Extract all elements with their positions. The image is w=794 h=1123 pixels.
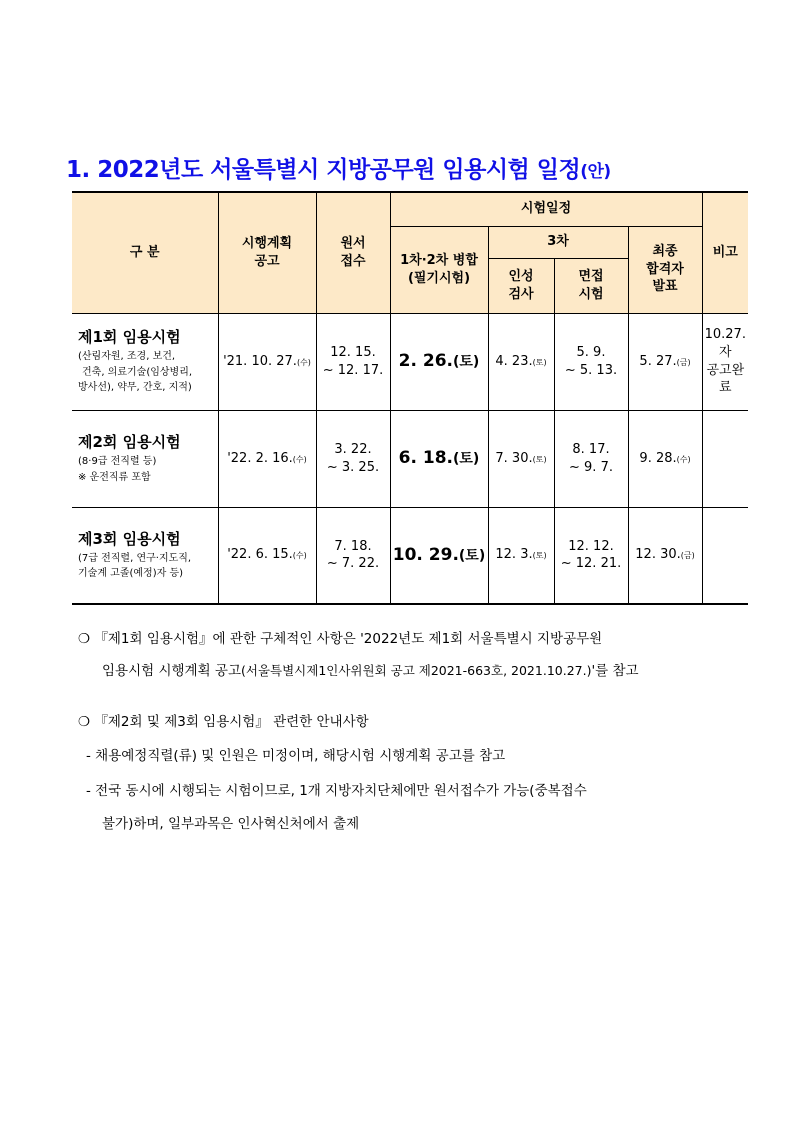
remarks xyxy=(702,410,748,507)
row-label: 제1회 임용시험 (산림자원, 조경, 보건, 건축, 의료기술(임상병리, 방사선), 약무, 간호, 지적) xyxy=(72,313,218,410)
note-2-item-2-line-1: - 전국 동시에 시행되는 시험이므로, 1개 지방자치단체에만 원서접수가 가능(중복접수 xyxy=(86,783,587,799)
header-final: 최종 합격자 발표 xyxy=(628,226,702,313)
row-label: 제3회 임용시험 (7급 전직렬, 연구·지도직, 기술계 고졸(예정)자 등) xyxy=(72,507,218,604)
apply-period: 12. 15. ~ 12. 17. xyxy=(316,313,390,410)
remarks: 10.27.자 공고완료 xyxy=(702,313,748,410)
header-remarks: 비고 xyxy=(702,192,748,313)
interview-period: 8. 17. ~ 9. 7. xyxy=(554,410,628,507)
written-exam-date: 10. 29.(토) xyxy=(390,507,488,604)
table-row xyxy=(72,313,748,410)
aptitude-date: 12. 3.(토) xyxy=(488,507,554,604)
note-2-item-1: - 채용예정직렬(류) 및 인원은 미정이며, 해당시험 시행계획 공고를 참고 xyxy=(86,748,506,764)
row-label: 제2회 임용시험 (8·9급 전직렬 등) ※ 운전직류 포함 xyxy=(72,410,218,507)
final-date: 9. 28.(수) xyxy=(628,410,702,507)
final-date: 12. 30.(금) xyxy=(628,507,702,604)
exam-schedule-table xyxy=(72,191,748,605)
plan-date: '22. 2. 16.(수) xyxy=(218,410,316,507)
page-title xyxy=(66,151,611,184)
table-row xyxy=(72,410,748,507)
header-apply: 원서 접수 xyxy=(316,192,390,313)
apply-period: 7. 18. ~ 7. 22. xyxy=(316,507,390,604)
note-1-line-1: ❍ 『제1회 임용시험』에 관한 구체적인 사항은 '2022년도 제1회 서울특별시 지방공무원 xyxy=(78,631,603,647)
remarks xyxy=(702,507,748,604)
header-category: 구 분 xyxy=(72,192,218,313)
page-title-suffix: (안) xyxy=(580,162,611,182)
written-exam-date: 2. 26.(토) xyxy=(390,313,488,410)
plan-date: '21. 10. 27.(수) xyxy=(218,313,316,410)
note-2-item-2-line-2: 불가)하며, 일부과목은 인사혁신처에서 출제 xyxy=(102,816,360,832)
written-exam-date: 6. 18.(토) xyxy=(390,410,488,507)
header-plan: 시행계획 공고 xyxy=(218,192,316,313)
apply-period: 3. 22. ~ 3. 25. xyxy=(316,410,390,507)
aptitude-date: 7. 30.(토) xyxy=(488,410,554,507)
note-1-line-2: 임용시험 시행계획 공고(서울특별시제1인사위원회 공고 제2021-663호, 2021.10.27.)'를 참고 xyxy=(102,663,639,679)
header-exam3: 3차 xyxy=(488,226,628,258)
page-title-main: 1. 2022년도 서울특별시 지방공무원 임용시험 일정 xyxy=(66,157,581,183)
header-schedule: 시험일정 xyxy=(390,192,702,226)
header-exam12: 1차·2차 병합 (필기시험) xyxy=(390,226,488,313)
final-date: 5. 27.(금) xyxy=(628,313,702,410)
plan-date: '22. 6. 15.(수) xyxy=(218,507,316,604)
interview-period: 5. 9. ~ 5. 13. xyxy=(554,313,628,410)
aptitude-date: 4. 23.(토) xyxy=(488,313,554,410)
header-aptitude: 인성 검사 xyxy=(488,258,554,313)
header-interview: 면접 시험 xyxy=(554,258,628,313)
table-row xyxy=(72,507,748,604)
note-2-heading: ❍ 『제2회 및 제3회 임용시험』 관련한 안내사항 xyxy=(78,714,369,730)
interview-period: 12. 12. ~ 12. 21. xyxy=(554,507,628,604)
